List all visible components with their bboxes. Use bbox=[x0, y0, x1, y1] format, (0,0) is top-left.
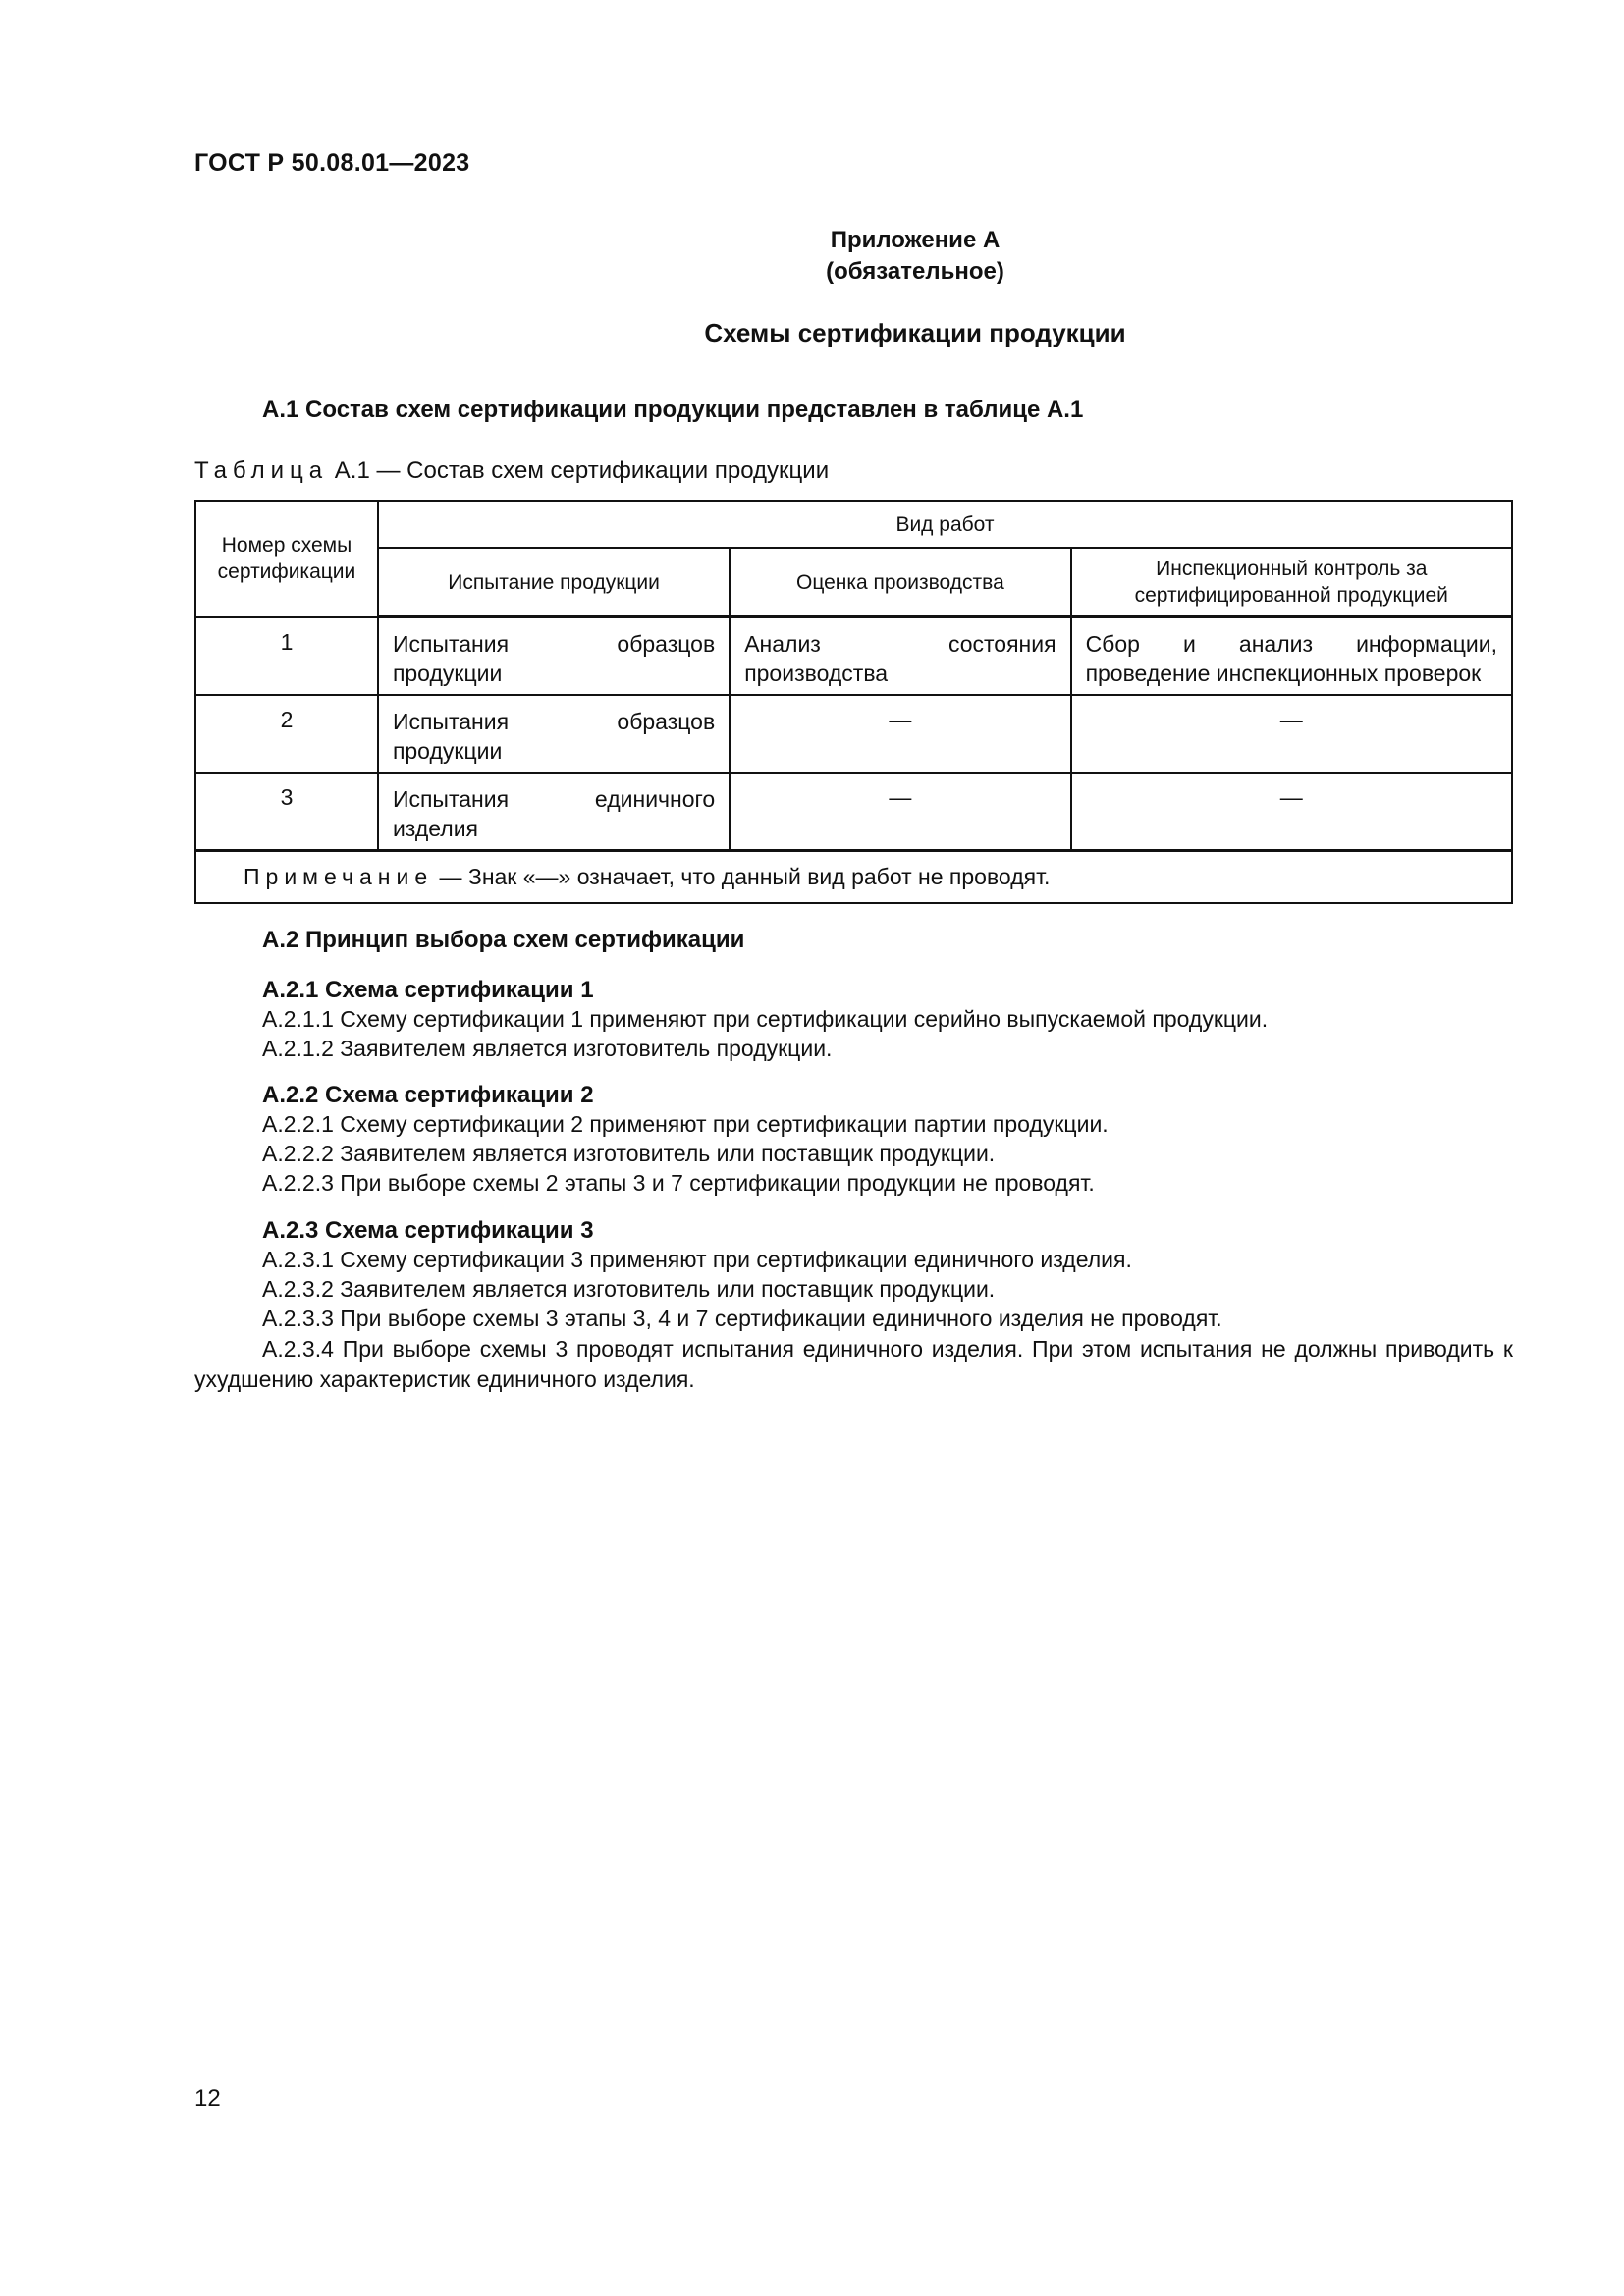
paragraph: А.2.1.1 Схему сертификации 1 применяют при сертификации серийно выпускаемой продукции. bbox=[262, 1006, 1269, 1032]
table-row bbox=[195, 773, 1512, 851]
row-production: — bbox=[730, 695, 1070, 773]
page-number: 12 bbox=[194, 2085, 221, 2111]
note-label: Примечание bbox=[244, 863, 434, 889]
header-product-testing: Испытание продукции bbox=[378, 548, 730, 617]
table-header-row bbox=[195, 501, 1512, 548]
table-subheader-row bbox=[195, 548, 1512, 617]
row-production: — bbox=[730, 773, 1070, 851]
a23-heading: А.2.3 Схема сертификации 3 bbox=[262, 1217, 594, 1244]
paragraph: А.2.2.1 Схему сертификации 2 применяют при сертификации партии продукции. bbox=[262, 1111, 1109, 1137]
table-caption bbox=[194, 457, 829, 485]
table-caption-label: Таблица bbox=[194, 457, 329, 484]
row-number: 2 bbox=[195, 695, 378, 773]
table-caption-text: А.1 — Состав схем сертификации продукции bbox=[328, 457, 830, 484]
row-testing: Испытания единичного изделия bbox=[378, 773, 730, 851]
a1-heading: А.1 Состав схем сертификации продукции представлен в таблице А.1 bbox=[262, 397, 1084, 423]
a2-heading: А.2 Принцип выбора схем сертификации bbox=[262, 927, 745, 953]
table-row bbox=[195, 695, 1512, 773]
table-note bbox=[195, 850, 1512, 903]
row-inspection: — bbox=[1071, 773, 1512, 851]
row-inspection: — bbox=[1071, 695, 1512, 773]
note-text: — Знак «—» означает, что данный вид работ не проводят. bbox=[433, 863, 1051, 889]
header-work-type: Вид работ bbox=[378, 501, 1512, 548]
row-number: 3 bbox=[195, 773, 378, 851]
header-production-assessment: Оценка производства bbox=[730, 548, 1070, 617]
row-testing: Испытания образцов продукции bbox=[378, 695, 730, 773]
paragraph: А.2.3.2 Заявителем является изготовитель или поставщик продукции. bbox=[262, 1276, 996, 1302]
table-note-row bbox=[195, 850, 1512, 903]
row-testing: Испытания образцов продукции bbox=[378, 617, 730, 695]
paragraph: А.2.3.4 При выборе схемы 3 проводят испытания единичного изделия. При этом испытания не должны приводить к ухудшению характеристик единичного изделия. bbox=[194, 1336, 1513, 1392]
paragraph: А.2.2.2 Заявителем является изготовитель или поставщик продукции. bbox=[262, 1141, 996, 1166]
certification-schemes-table bbox=[194, 500, 1513, 904]
row-inspection: Сбор и анализ информации, проведение инспекционных проверок bbox=[1071, 617, 1512, 695]
a21-heading: А.2.1 Схема сертификации 1 bbox=[262, 977, 594, 1003]
document-code: ГОСТ Р 50.08.01—2023 bbox=[194, 149, 470, 177]
paragraph: А.2.3.3 При выборе схемы 3 этапы 3, 4 и 7 сертификации единичного изделия не проводят. bbox=[262, 1306, 1222, 1331]
section-title: Схемы сертификации продукции bbox=[704, 318, 1126, 347]
row-number: 1 bbox=[195, 617, 378, 695]
paragraph: А.2.3.1 Схему сертификации 3 применяют при сертификации единичного изделия. bbox=[262, 1247, 1132, 1272]
header-scheme-number: Номер схемы сертификации bbox=[195, 501, 378, 617]
a22-heading: А.2.2 Схема сертификации 2 bbox=[262, 1082, 594, 1108]
appendix-title: Приложение А bbox=[830, 227, 1001, 253]
header-inspection-control: Инспекционный контроль за сертифицированной продукцией bbox=[1071, 548, 1512, 617]
paragraph: А.2.1.2 Заявителем является изготовитель продукции. bbox=[262, 1036, 833, 1061]
appendix-heading bbox=[0, 225, 1624, 288]
row-production: Анализ состояния производства bbox=[730, 617, 1070, 695]
paragraph: А.2.2.3 При выборе схемы 2 этапы 3 и 7 сертификации продукции не проводят. bbox=[262, 1170, 1095, 1196]
appendix-status: (обязательное) bbox=[826, 258, 1004, 285]
table-row bbox=[195, 617, 1512, 695]
